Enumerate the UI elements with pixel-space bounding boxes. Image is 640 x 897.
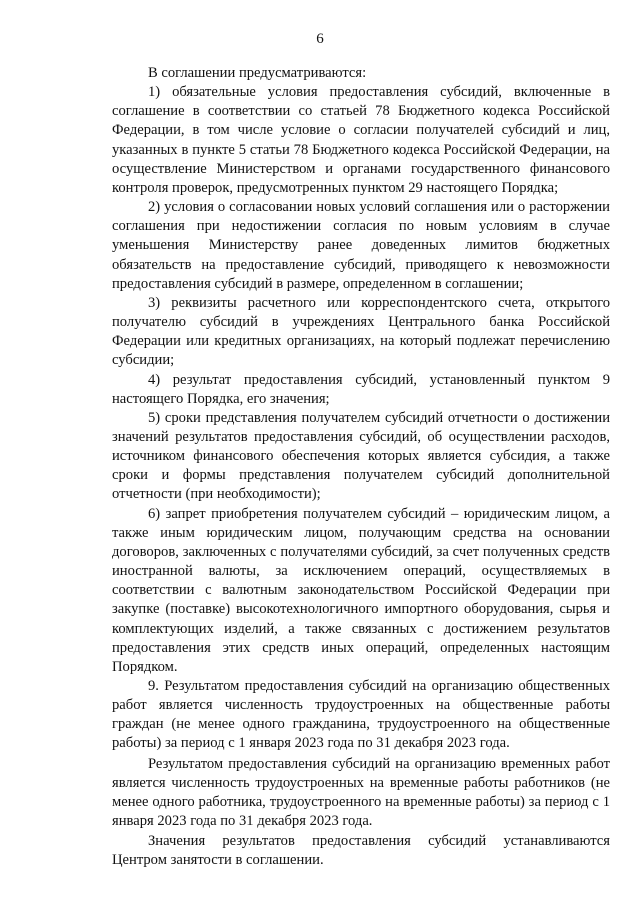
- list-item-6: 6) запрет приобретения получателем субсидий – юридическим лицом, а также иным юридическим лицом, получающим средства на основании договоров, заключенных с получателями субсидий, за счет полученных средств иностранной валюты, за исключением операций, осуществляемых в соответствии с валютным законодательством Российской Федерации при закупке (поставке) высокотехнологичного импортного оборудования, сырья и комплектующих изделий, а также связанных с достижением результатов предоставления этих средств иных операций, определенных настоящим Порядком.: [112, 505, 610, 675]
- result-values-paragraph: Значения результатов предоставления субсидий устанавливаются Центром занятости в соглашении.: [112, 833, 610, 869]
- document-body: [112, 64, 610, 871]
- list-item-2: 2) условия о согласовании новых условий соглашения или о расторжении соглашения при недостижении согласия по новым условиям в случае уменьшения Министерству ранее доведенных лимитов бюджетных обязательств на предоставление субсидий, приводящего к невозможности предоставления субсидий в размере, определенном в соглашении;: [112, 199, 610, 292]
- page-number: 6: [316, 31, 324, 47]
- list-item-3: 3) реквизиты расчетного или корреспондентского счета, открытого получателю субсидий в учреждениях Центрального банка Российской Федерации или кредитных организациях, на который подлежат перечислению субсидии;: [112, 294, 610, 369]
- section-9-paragraph: 9. Результатом предоставления субсидий на организацию общественных работ является численность трудоустроенных на общественные работы граждан (не менее одного гражданина, трудоустроенного на общественные работы) за период с 1 января 2023 года по 31 декабря 2023 года.: [112, 678, 610, 752]
- list-item-1: 1) обязательные условия предоставления субсидий, включенные в соглашение в соответствии со статьей 78 Бюджетного кодекса Российской Федерации, в том числе условие о согласии получателей субсидий и лиц, указанных в пункте 5 статьи 78 Бюджетного кодекса Российской Федерации, на осуществление Министерством и органами государственного финансового контроля проверок, предусмотренных пунктом 29 настоящего Порядка;: [112, 84, 610, 196]
- list-item-5: 5) сроки представления получателем субсидий отчетности о достижении значений результатов предоставления субсидий, об осуществлении расходов, источником финансового обеспечения которых является субсидия, а также сроки и формы представления получателем субсидий дополнительной отчетности (при необходимости);: [112, 409, 610, 503]
- list-item-4: 4) результат предоставления субсидий, установленный пунктом 9 настоящего Порядка, его значения;: [112, 371, 610, 407]
- intro-paragraph: В соглашении предусматриваются:: [148, 65, 367, 81]
- temporary-works-paragraph: Результатом предоставления субсидий на организацию временных работ является численность трудоустроенных на временные работы работников (не менее одного работника, трудоустроенного на временные работы) за период с 1 января 2023 года по 31 декабря 2023 года.: [112, 755, 610, 830]
